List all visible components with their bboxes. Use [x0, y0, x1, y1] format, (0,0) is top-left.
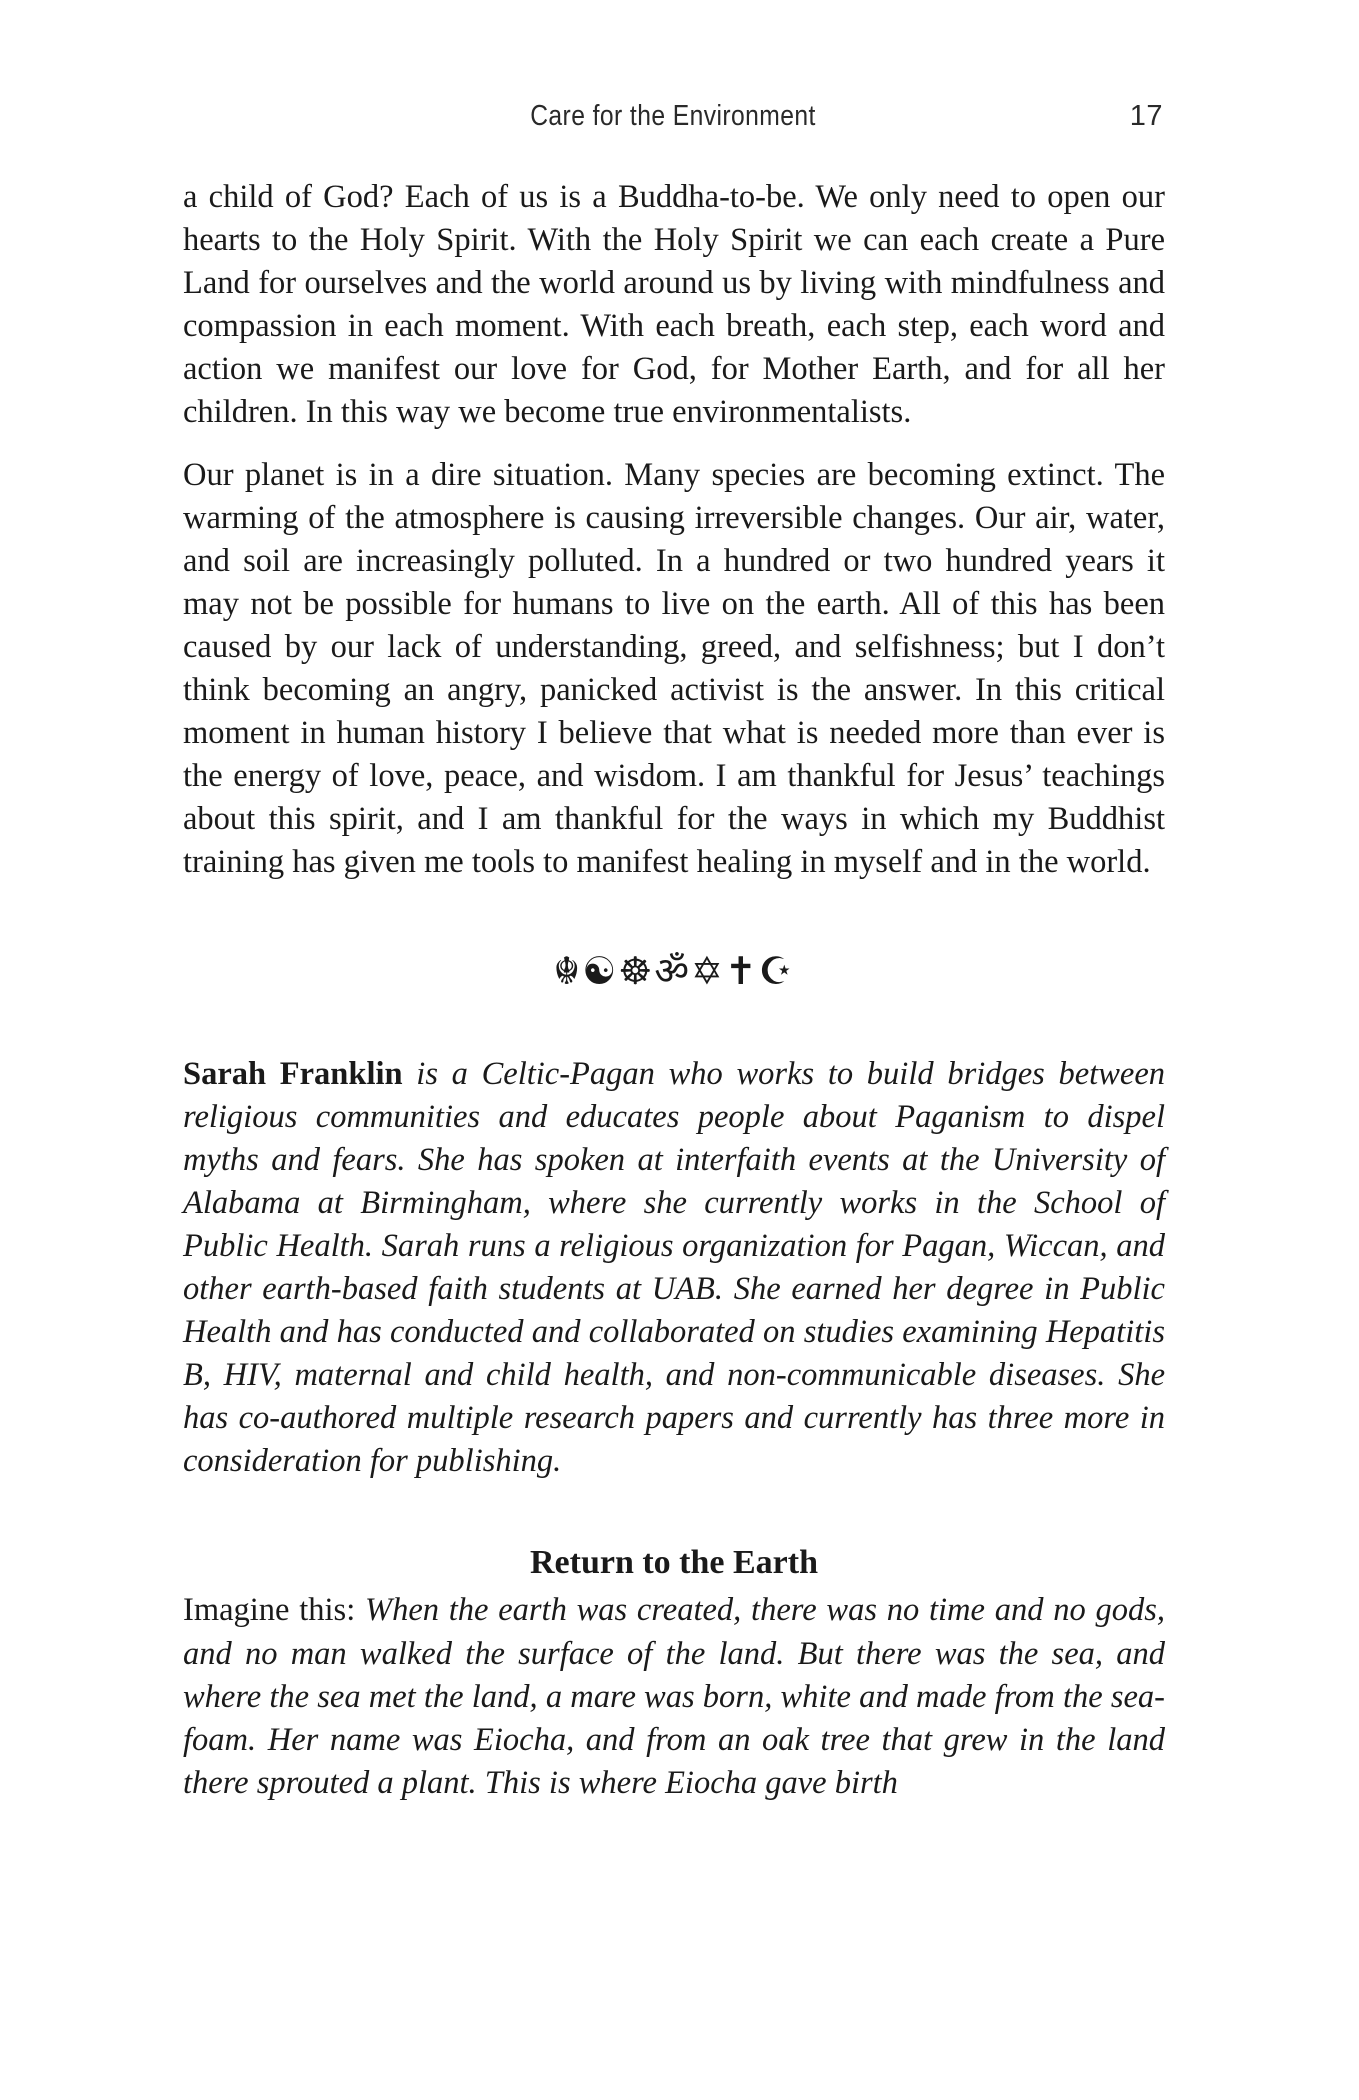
running-title: Care for the Environment [530, 100, 816, 132]
paragraph-2: Our planet is in a dire situation. Many species are becoming extinct. The warming of the atmosphere is causing irreversible changes. Our air, water, and soil are increasingly polluted. In a hundred or two hundred years it may not be possible for humans to live on the earth. All of this has been caused by our lack of understanding, greed, and selfishness; but I don’t think becoming an angry, panicked activist is the answer. In this critical moment in human history I believe that what is needed more than ever is the energy of love, peace, and wisdom. I am thankful for Jesus’ teachings about this spirit, and I am thankful for the ways in which my Buddhist training has given me tools to manifest healing in myself and in the world. [183, 456, 1165, 881]
section-lead: Imagine this: [183, 1592, 365, 1629]
author-name: Sarah Franklin [183, 1055, 403, 1092]
author-bio-text: is a Celtic-Pagan who works to build bridges between religious communities and educates people about Paganism to dispel myths and fears. She has spoken at interfaith events at the University of Alabama at Birmingham, where she currently works in the School of Public Health. Sarah runs a religious organization for Pagan, Wiccan, and other earth-based faith students at UAB. She earned her degree in Public Health and has conducted and collaborated on studies examining Hepatitis B, HIV, maternal and child health, and non-communicable diseases. She has co-authored multiple research papers and currently has three more in consideration for publishing. [183, 1055, 1165, 1480]
page-body [183, 176, 1165, 1805]
running-header [183, 100, 1163, 140]
section-intro [183, 1589, 1165, 1804]
page-number: 17 [1129, 100, 1163, 132]
author-bio [183, 1053, 1165, 1484]
section-title: Return to the Earth [529, 1544, 819, 1582]
paragraph-1: a child of God? Each of us is a Buddha-to-be. We only need to open our hearts to the Holy Spirit. With the Holy Spirit we can each create a Pure Land for ourselves and the world around us by living with mindfulness and compassion in each moment. With each breath, each step, each word and action we manifest our love for God, for Mother Earth, and for all her children. In this way we become true environmentalists. [183, 179, 1165, 431]
interfaith-symbols-ornament: ☬☯☸ॐ✡✝☪ [553, 948, 795, 993]
section-story: When the earth was created, there was no time and no gods, and no man walked the surface of the land. But there was the sea, and where the sea met the land, a mare was born, white and made from the sea-foam. Her name was Eiocha, and from an oak tree that grew in the land there sprouted a plant. This is where Eiocha gave birth [183, 1592, 1166, 1801]
